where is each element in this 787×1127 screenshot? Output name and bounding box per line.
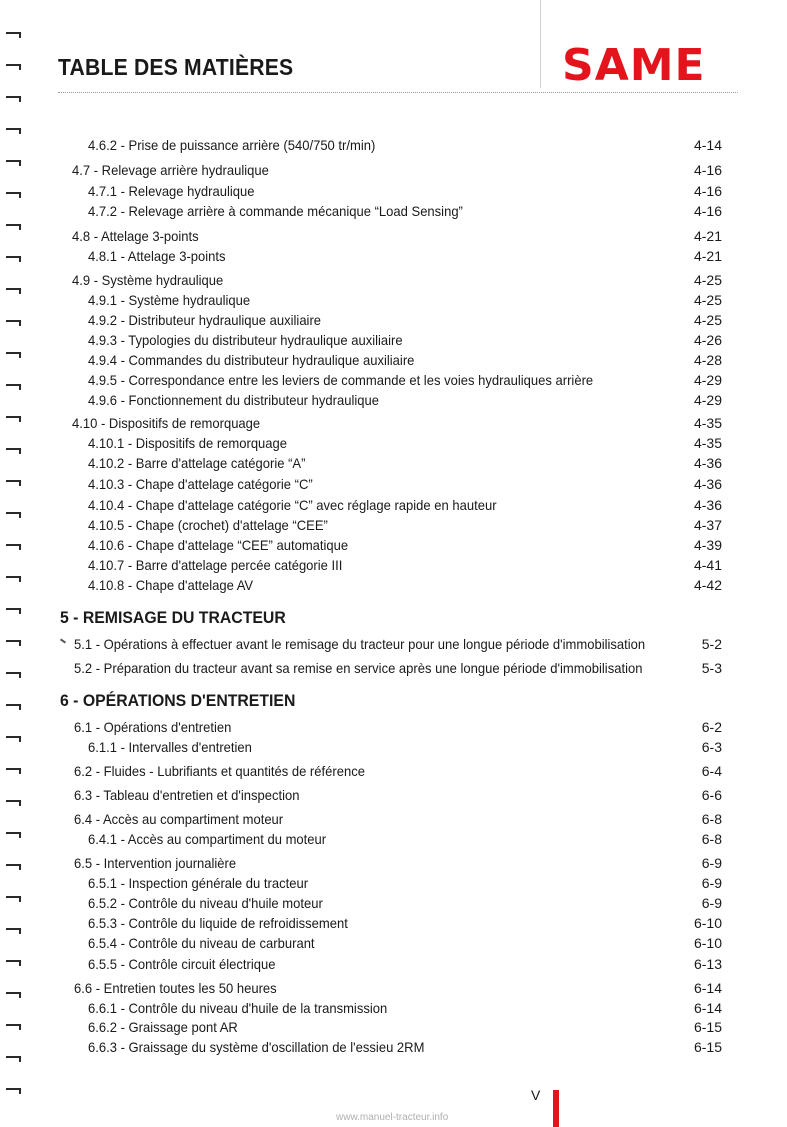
toc-entry-text[interactable]: 4.10.5 - Chape (crochet) d'attelage “CEE” bbox=[88, 517, 328, 533]
toc-entry-text[interactable]: 6.2 - Fluides - Lubrifiants et quantités de référence bbox=[74, 763, 365, 779]
binding-hole bbox=[6, 128, 22, 134]
toc-entry-text[interactable]: 6.5 - Intervention journalière bbox=[74, 855, 237, 871]
toc-entry-page: 4-35 bbox=[693, 435, 722, 451]
binding-hole bbox=[6, 544, 22, 550]
toc-entry-page: 5-3 bbox=[701, 660, 722, 676]
toc-entry-text[interactable]: 5.2 - Préparation du tracteur avant sa remise en service après une longue période d'immobilisation bbox=[74, 660, 643, 676]
watermark: www.manuel-tracteur.info bbox=[336, 1112, 449, 1123]
toc-entry-page: 6-10 bbox=[693, 935, 722, 951]
same-logo bbox=[560, 38, 708, 84]
brand-logo-text: SAME bbox=[562, 40, 706, 84]
toc-entry-page: 4-16 bbox=[693, 183, 722, 199]
toc-entry-text[interactable]: 4.9.6 - Fonctionnement du distributeur hydraulique bbox=[88, 392, 379, 408]
binding-hole bbox=[6, 896, 22, 902]
toc-entry-page: 4-29 bbox=[693, 372, 722, 388]
toc-entry-page: 6-14 bbox=[693, 1000, 722, 1016]
toc-entry-page: 4-25 bbox=[693, 292, 722, 308]
toc-entry-text[interactable]: 6.4.1 - Accès au compartiment du moteur bbox=[88, 831, 327, 847]
toc-entry-page: 6-3 bbox=[701, 739, 722, 755]
binding-hole bbox=[6, 192, 22, 198]
binding-hole bbox=[6, 576, 22, 582]
toc-entry-page: 4-25 bbox=[693, 312, 722, 328]
toc-entry-text[interactable]: 4.10.2 - Barre d'attelage catégorie “A” bbox=[88, 455, 306, 471]
toc-entry-text[interactable]: 4.9.3 - Typologies du distributeur hydraulique auxiliaire bbox=[88, 332, 403, 348]
toc-entry-page: 4-39 bbox=[693, 537, 722, 553]
toc-entry-page: 4-29 bbox=[693, 392, 722, 408]
toc-entry-page: 6-9 bbox=[701, 875, 722, 891]
binding-hole bbox=[6, 864, 22, 870]
page-number: V bbox=[531, 1087, 541, 1103]
section-heading-5[interactable]: 5 - REMISAGE DU TRACTEUR bbox=[60, 608, 286, 627]
toc-entry-text[interactable]: 4.10.6 - Chape d'attelage “CEE” automatique bbox=[88, 537, 349, 553]
toc-entry-text[interactable]: 6.5.4 - Contrôle du niveau de carburant bbox=[88, 935, 315, 951]
toc-entry-text[interactable]: 6.6.2 - Graissage pont AR bbox=[88, 1019, 238, 1035]
binding-hole bbox=[6, 480, 22, 486]
toc-entry-text[interactable]: 4.10.7 - Barre d'attelage percée catégorie III bbox=[88, 557, 343, 573]
binding-hole bbox=[6, 288, 22, 294]
binding-hole bbox=[6, 672, 22, 678]
toc-entry-text[interactable]: 6.6.3 - Graissage du système d'oscillation de l'essieu 2RM bbox=[88, 1039, 425, 1055]
toc-entry-text[interactable]: 4.6.2 - Prise de puissance arrière (540/750 tr/min) bbox=[88, 137, 376, 153]
toc-entry-text[interactable]: 6.5.2 - Contrôle du niveau d'huile moteur bbox=[88, 895, 323, 911]
binding-hole bbox=[6, 448, 22, 454]
toc-entry-page: 4-36 bbox=[693, 497, 722, 513]
toc-entry-page: 6-15 bbox=[693, 1039, 722, 1055]
binding-hole bbox=[6, 1024, 22, 1030]
binding-hole bbox=[6, 800, 22, 806]
toc-entry-page: 4-41 bbox=[693, 557, 722, 573]
toc-entry-text[interactable]: 6.4 - Accès au compartiment moteur bbox=[74, 811, 284, 827]
toc-entry-text[interactable]: 4.8.1 - Attelage 3-points bbox=[88, 248, 226, 264]
toc-entry-text[interactable]: 4.9.5 - Correspondance entre les leviers de commande et les voies hydrauliques arrière bbox=[88, 372, 594, 388]
binding-hole bbox=[6, 512, 22, 518]
binding-hole bbox=[6, 416, 22, 422]
toc-entry-page: 6-6 bbox=[701, 787, 722, 803]
binding-hole bbox=[6, 608, 22, 614]
toc-entry-text[interactable]: 6.3 - Tableau d'entretien et d'inspection bbox=[74, 787, 300, 803]
binding-hole bbox=[6, 384, 22, 390]
toc-entry-text[interactable]: 4.10.3 - Chape d'attelage catégorie “C” bbox=[88, 476, 313, 492]
binding-hole bbox=[6, 160, 22, 166]
stray-mark bbox=[60, 638, 66, 643]
binding-hole bbox=[6, 704, 22, 710]
toc-entry-text[interactable]: 6.6.1 - Contrôle du niveau d'huile de la transmission bbox=[88, 1000, 388, 1016]
binding-hole bbox=[6, 736, 22, 742]
toc-entry-text[interactable]: 4.9.4 - Commandes du distributeur hydraulique auxiliaire bbox=[88, 352, 415, 368]
toc-entry-page: 4-35 bbox=[693, 415, 722, 431]
toc-entry-page: 4-21 bbox=[693, 228, 722, 244]
toc-entry-page: 6-9 bbox=[701, 855, 722, 871]
header-rule bbox=[58, 92, 738, 94]
binding-hole bbox=[6, 992, 22, 998]
toc-entry-text[interactable]: 4.10.8 - Chape d'attelage AV bbox=[88, 577, 254, 593]
header-divider bbox=[540, 0, 541, 88]
toc-entry-page: 4-36 bbox=[693, 476, 722, 492]
toc-entry-text[interactable]: 5.1 - Opérations à effectuer avant le remisage du tracteur pour une longue période d'immobilisation bbox=[74, 636, 646, 652]
toc-entry-page: 4-28 bbox=[693, 352, 722, 368]
toc-entry-text[interactable]: 4.7 - Relevage arrière hydraulique bbox=[72, 162, 269, 178]
binding-hole bbox=[6, 960, 22, 966]
binding-hole bbox=[6, 256, 22, 262]
toc-entry-text[interactable]: 4.9.1 - Système hydraulique bbox=[88, 292, 251, 308]
toc-entry-page: 4-36 bbox=[693, 455, 722, 471]
toc-entry-page: 6-15 bbox=[693, 1019, 722, 1035]
binding-hole bbox=[6, 64, 22, 70]
toc-entry-text[interactable]: 6.5.3 - Contrôle du liquide de refroidissement bbox=[88, 915, 348, 931]
binding-holes bbox=[0, 0, 30, 1127]
binding-hole bbox=[6, 640, 22, 646]
toc-entry-page: 4-16 bbox=[693, 203, 722, 219]
binding-hole bbox=[6, 768, 22, 774]
toc-entry-text[interactable]: 4.10.4 - Chape d'attelage catégorie “C” avec réglage rapide en hauteur bbox=[88, 497, 497, 513]
binding-hole bbox=[6, 320, 22, 326]
binding-hole bbox=[6, 32, 22, 38]
binding-hole bbox=[6, 1056, 22, 1062]
toc-entry-page: 6-4 bbox=[701, 763, 722, 779]
toc-entry-page: 6-9 bbox=[701, 895, 722, 911]
binding-hole bbox=[6, 224, 22, 230]
toc-entry-page: 6-2 bbox=[701, 719, 722, 735]
binding-hole bbox=[6, 832, 22, 838]
page-marker-bar bbox=[553, 1090, 559, 1127]
toc-entry-page: 5-2 bbox=[701, 636, 722, 652]
toc-entry-page: 4-37 bbox=[693, 517, 722, 533]
toc-entry-text[interactable]: 4.9 - Système hydraulique bbox=[72, 272, 224, 288]
toc-entry-text[interactable]: 4.8 - Attelage 3-points bbox=[72, 228, 199, 244]
toc-entry-text[interactable]: 6.6 - Entretien toutes les 50 heures bbox=[74, 980, 277, 996]
toc-entry-page: 4-25 bbox=[693, 272, 722, 288]
toc-entry-page: 4-14 bbox=[693, 137, 722, 153]
binding-hole bbox=[6, 928, 22, 934]
toc-entry-text[interactable]: 4.10.1 - Dispositifs de remorquage bbox=[88, 435, 288, 451]
toc-entry-page: 4-26 bbox=[693, 332, 722, 348]
toc-entry-page: 4-42 bbox=[693, 577, 722, 593]
toc-entry-text[interactable]: 4.9.2 - Distributeur hydraulique auxiliaire bbox=[88, 312, 322, 328]
toc-entry-page: 6-13 bbox=[693, 956, 722, 972]
toc-entry-page: 6-8 bbox=[701, 811, 722, 827]
toc-entry-page: 4-21 bbox=[693, 248, 722, 264]
section-heading-6[interactable]: 6 - OPÉRATIONS D'ENTRETIEN bbox=[60, 691, 296, 710]
toc-entry-page: 4-16 bbox=[693, 162, 722, 178]
toc-entry-page: 6-14 bbox=[693, 980, 722, 996]
page-title: TABLE DES MATIÈRES bbox=[58, 54, 294, 80]
toc-entry-text[interactable]: 6.5.1 - Inspection générale du tracteur bbox=[88, 875, 309, 891]
toc-entry-text[interactable]: 6.5.5 - Contrôle circuit électrique bbox=[88, 956, 276, 972]
binding-hole bbox=[6, 1088, 22, 1094]
toc-entry-text[interactable]: 4.7.1 - Relevage hydraulique bbox=[88, 183, 255, 199]
toc-entry-text[interactable]: 4.10 - Dispositifs de remorquage bbox=[72, 415, 261, 431]
binding-hole bbox=[6, 352, 22, 358]
toc-entry-text[interactable]: 6.1 - Opérations d'entretien bbox=[74, 719, 232, 735]
binding-hole bbox=[6, 96, 22, 102]
toc-entry-page: 6-8 bbox=[701, 831, 722, 847]
toc-entry-text[interactable]: 4.7.2 - Relevage arrière à commande mécanique “Load Sensing” bbox=[88, 203, 463, 219]
toc-entry-page: 6-10 bbox=[693, 915, 722, 931]
toc-entry-text[interactable]: 6.1.1 - Intervalles d'entretien bbox=[88, 739, 252, 755]
